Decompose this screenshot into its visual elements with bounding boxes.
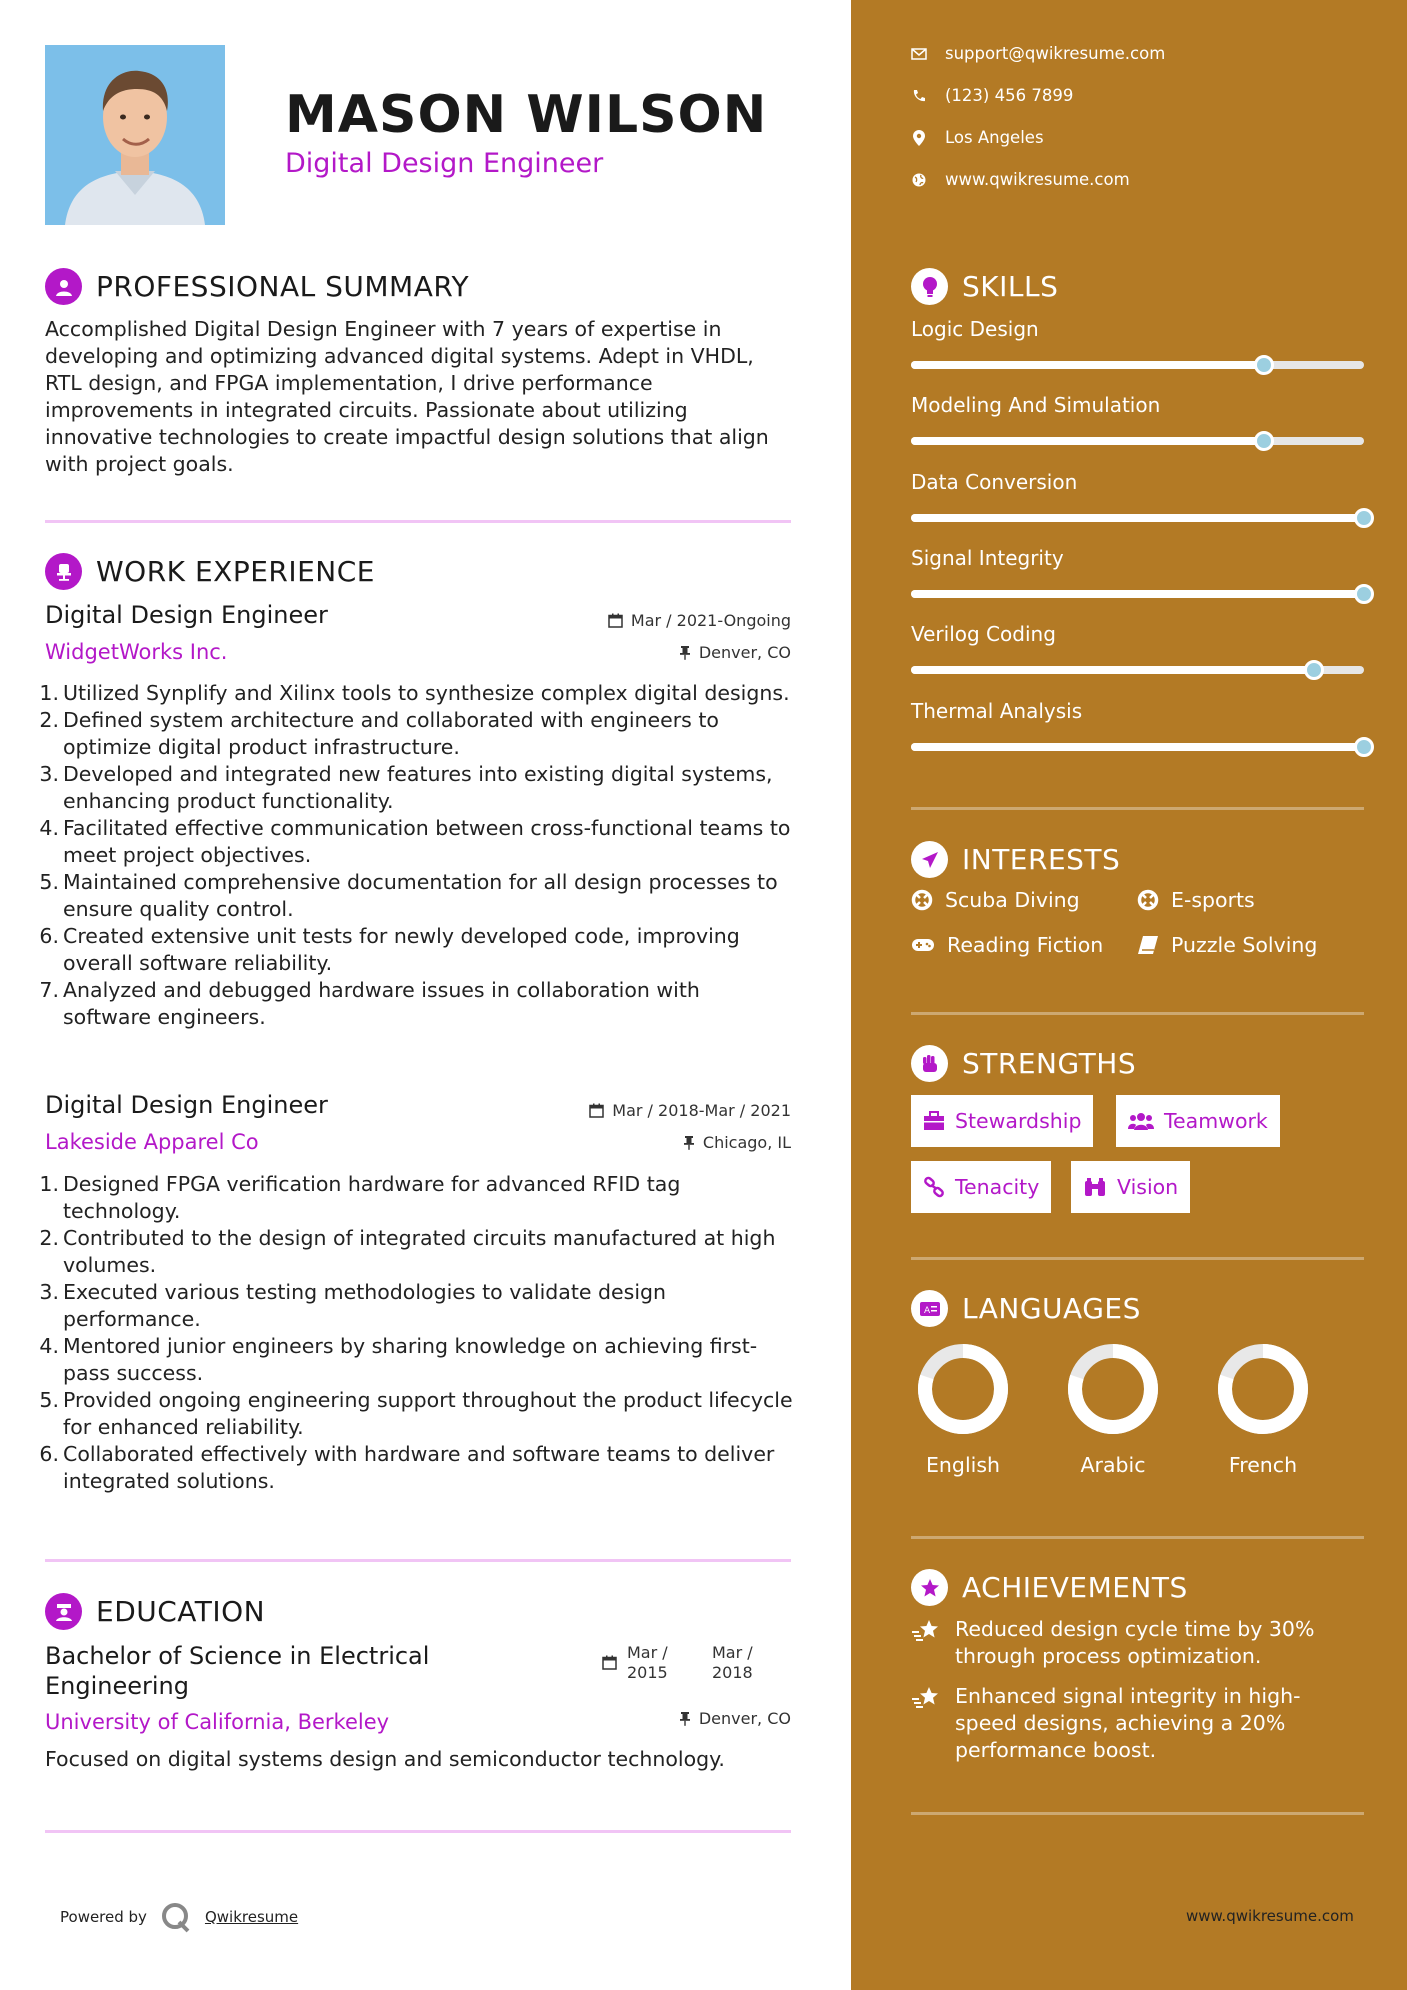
contact-website[interactable]: www.qwikresume.com [911,170,1130,189]
list-item: Provided ongoing engineering support throughout the product lifecycle for enhanced reliability. [63,1388,793,1439]
location-pin-icon [911,130,927,146]
summary-title: PROFESSIONAL SUMMARY [96,270,470,303]
briefcase-icon [923,1111,945,1131]
user-icon [45,268,82,305]
skill-fill [911,361,1264,369]
language-ring [1217,1343,1309,1435]
achievements-heading: ACHIEVEMENTS [911,1569,1188,1606]
section-divider [911,1536,1364,1539]
job-company: Lakeside Apparel Co [45,1130,259,1154]
shooting-star-icon [911,1616,943,1670]
life-ring-icon [911,889,933,911]
pin-icon [679,645,691,660]
profile-photo [45,45,225,225]
contact-email[interactable]: support@qwikresume.com [911,44,1165,63]
powered-by: Powered by Qwikresume [60,1900,298,1934]
qwikresume-logo-icon [159,1900,193,1934]
skill-bar [911,514,1364,522]
section-divider [911,1257,1364,1260]
section-divider [911,807,1364,810]
education-description: Focused on digital systems design and semiconductor technology. [45,1747,725,1771]
list-item: Mentored junior engineers by sharing knowledge on achieving first-pass success. [63,1334,758,1385]
section-divider [45,1559,791,1562]
skill-fill [911,666,1314,674]
list-item: Maintained comprehensive documentation for all design processes to ensure quality control. [63,870,778,921]
strength-chip: Vision [1071,1161,1190,1213]
link-icon [923,1176,945,1198]
language-ring [1067,1343,1159,1435]
contact-phone[interactable]: (123) 456 7899 [911,86,1073,105]
interest-item: E-sports [1137,888,1255,912]
qwikresume-link[interactable]: Qwikresume [204,1908,299,1926]
phone-icon [911,89,927,103]
svg-text:A: A [923,1305,931,1316]
gamepad-icon [911,937,935,953]
list-item: Developed and integrated new features into existing digital systems, enhancing product functionality. [63,762,773,813]
contact-location: Los Angeles [911,128,1044,147]
job-title: Digital Design Engineer [45,601,328,629]
list-item: Created extensive unit tests for newly developed code, improving overall software reliability. [63,924,740,975]
candidate-role: Digital Design Engineer [285,148,604,179]
education-title: EDUCATION [96,1595,266,1628]
job-location: Chicago, IL [683,1133,791,1152]
fist-icon [911,1045,948,1082]
paper-plane-icon [911,841,948,878]
interest-item: Scuba Diving [911,888,1080,912]
experience-heading [45,553,375,590]
job-location: Denver, CO [679,643,791,662]
globe-icon [911,173,927,187]
candidate-name: MASON WILSON [285,85,768,145]
education-end: Mar / 2018 [712,1643,753,1682]
skill-bar [911,666,1364,674]
strength-chip: Teamwork [1116,1095,1280,1147]
skill-knob [1354,508,1374,528]
skill-name: Data Conversion [911,470,1078,494]
languages-heading: A LANGUAGES [911,1290,1141,1327]
skill-bar [911,437,1364,445]
pin-icon [683,1135,695,1150]
list-item: Facilitated effective communication between cross-functional teams to meet project objectives. [63,816,791,867]
achievement-item: Enhanced signal integrity in high-speed designs, achieving a 20% performance boost. [911,1683,1351,1764]
list-item: Executed various testing methodologies to validate design performance. [63,1280,667,1331]
skill-fill [911,514,1364,522]
interests-heading: INTERESTS [911,841,1120,878]
life-ring-icon [1137,889,1159,911]
lightbulb-icon [911,268,948,305]
footer-website-link[interactable]: www.qwikresume.com [1186,1907,1354,1925]
skill-knob [1304,660,1324,680]
section-divider [45,520,791,523]
email-icon [911,48,927,60]
skill-fill [911,437,1264,445]
list-item: Collaborated effectively with hardware and software teams to deliver integrated solutions. [63,1442,775,1493]
education-heading [45,1593,265,1630]
skills-heading: SKILLS [911,268,1058,305]
degree: Bachelor of Science in Electrical Engineering [45,1642,430,1700]
language-name: French [1228,1453,1298,1477]
graduate-icon [45,1593,82,1630]
school: University of California, Berkeley [45,1710,390,1734]
binoculars-icon [1083,1177,1107,1197]
list-item: Contributed to the design of integrated circuits manufactured at high volumes. [63,1226,776,1277]
star-icon [911,1569,948,1606]
interest-item: Puzzle Solving [1137,933,1317,957]
shooting-star-icon [911,1683,943,1764]
users-icon [1128,1111,1154,1131]
job-duties-list [63,1171,793,1495]
skill-name: Logic Design [911,317,1039,341]
skill-fill [911,743,1364,751]
skill-knob [1254,355,1274,375]
strength-chip: Stewardship [911,1095,1093,1147]
job-dates: Mar / 2018-Mar / 2021 [589,1101,791,1120]
interest-item: Reading Fiction [911,933,1103,957]
education-start: Mar / 2015 [627,1643,668,1682]
skill-knob [1354,584,1374,604]
book-icon [1137,935,1159,955]
language-name: Arabic [1080,1453,1146,1477]
job-duties-list [63,680,793,1031]
translate-icon [911,1290,948,1327]
achievement-item: Reduced design cycle time by 30% through process optimization. [911,1616,1351,1670]
list-item: Designed FPGA verification hardware for advanced RFID tag technology. [63,1172,681,1223]
job-company: WidgetWorks Inc. [45,640,228,664]
pin-icon [679,1711,691,1726]
skill-bar [911,743,1364,751]
skill-name: Signal Integrity [911,546,1064,570]
skill-name: Thermal Analysis [911,699,1083,723]
calendar-icon [602,1655,617,1674]
job-dates: Mar / 2021-Ongoing [608,611,791,630]
section-divider [911,1812,1364,1815]
skill-name: Verilog Coding [911,622,1056,646]
language-item [1213,1343,1313,1477]
strength-chip: Tenacity [911,1161,1051,1213]
language-name: English [925,1453,1001,1477]
summary-text: Accomplished Digital Design Engineer with 7 years of expertise in developing and optimizing advanced digital systems. Adept in VHDL, RTL design, and FPGA implementation, I drive performance improvements in integrated circuits. Passionate about utilizing innovative technologies to create impactful design solutions that align with project goals. [45,317,769,476]
language-item [1063,1343,1163,1477]
skill-knob [1254,431,1274,451]
list-item: Defined system architecture and collaborated with engineers to optimize digital product infrastructure. [63,708,719,759]
experience-title: WORK EXPERIENCE [96,555,375,588]
education-location: Denver, CO [679,1709,791,1728]
office-chair-icon [45,553,82,590]
list-item: Utilized Synplify and Xilinx tools to synthesize complex digital designs. [63,681,790,705]
strengths-heading: STRENGTHS [911,1045,1136,1082]
language-item [913,1343,1013,1477]
skill-bar [911,590,1364,598]
sidebar [851,0,1407,1990]
language-ring [917,1343,1009,1435]
calendar-icon [589,1103,604,1118]
job-title: Digital Design Engineer [45,1091,328,1119]
skill-knob [1354,737,1374,757]
section-divider [45,1830,791,1833]
list-item: Analyzed and debugged hardware issues in collaboration with software engineers. [63,978,700,1029]
summary-heading [45,268,469,305]
calendar-icon [608,613,623,628]
skill-bar [911,361,1364,369]
skill-fill [911,590,1364,598]
skill-name: Modeling And Simulation [911,393,1161,417]
section-divider [911,1012,1364,1015]
